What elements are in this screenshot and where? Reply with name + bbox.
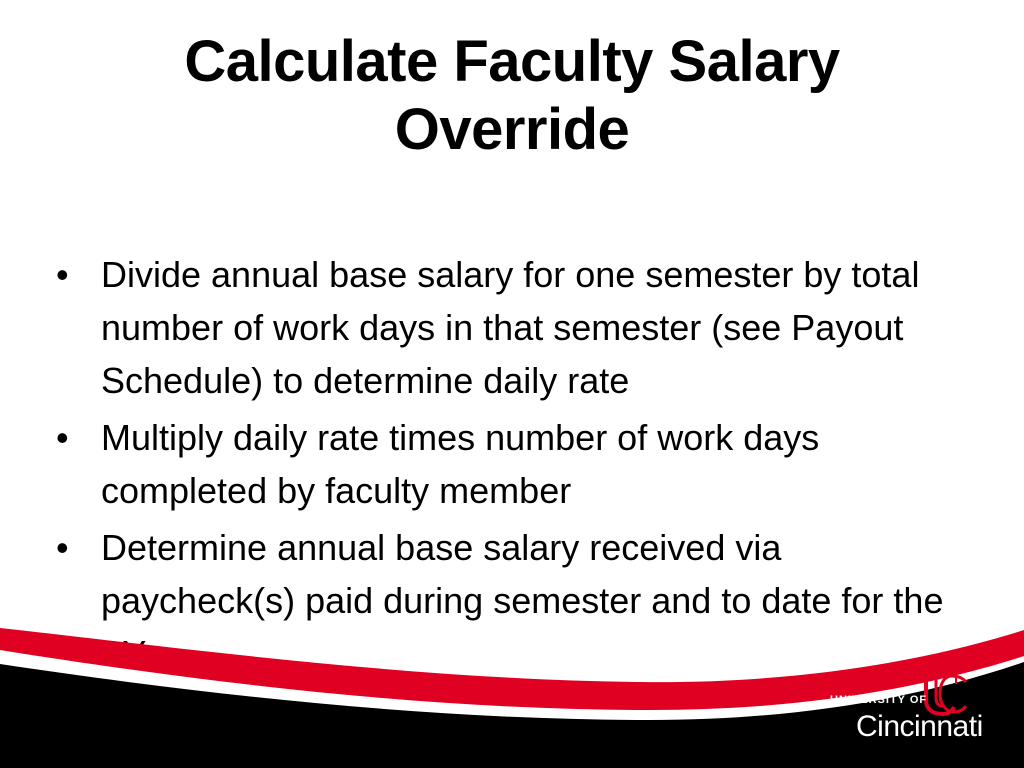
bullet-dot-icon: •	[56, 527, 69, 568]
bullet-dot-icon: •	[56, 254, 69, 295]
university-logo	[830, 674, 990, 754]
logo-university-of: UNIVERSITY OF	[830, 694, 928, 706]
title-line-1: Calculate Faculty Salary	[184, 29, 840, 94]
bullet-dot-icon: •	[56, 417, 69, 458]
slide-title	[60, 28, 964, 164]
title-line-2: Override	[394, 97, 630, 162]
bullet-text: Multiply daily rate times number of work days completed by faculty member	[101, 417, 820, 511]
bullet-item	[56, 411, 956, 517]
bullet-text: Determine annual base salary received via paycheck(s) paid during semester and to date for the	[101, 527, 944, 621]
bullet-item	[56, 248, 956, 407]
bullet-text: Divide annual base salary for one semester by total number of work days in that semester (see Payout Schedule) to determine daily rate	[101, 254, 920, 401]
logo-cincinnati: Cincinnati	[856, 710, 983, 743]
